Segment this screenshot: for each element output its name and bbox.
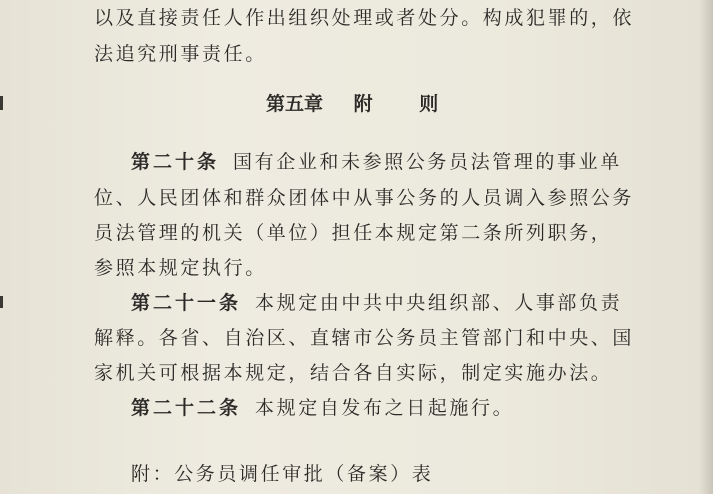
article-21-text-1: 本规定由中共中央组织部、人事部负责: [255, 292, 623, 314]
article-20-line-4: 参照本规定执行。: [94, 257, 267, 279]
page-edge-shadow: [699, 0, 713, 494]
prev-article-line-2: 法追究刑事责任。: [94, 43, 267, 65]
article-21-label: 第二十一条: [131, 292, 242, 314]
article-20-label: 第二十条: [131, 151, 220, 173]
chapter-heading: [266, 92, 438, 116]
attachment-note: 附：公务员调任审批（备案）表: [131, 463, 434, 485]
chapter-title-part-1: 附: [353, 93, 373, 115]
article-20-line-2: 位、人民团体和群众团体中从事公务的人员调入参照公务: [94, 187, 635, 209]
chapter-number: 第五章: [266, 93, 324, 115]
chapter-title-part-2: 则: [419, 93, 439, 115]
article-22-label: 第二十二条: [131, 397, 242, 419]
article-20-text-1: 国有企业和未参照公务员法管理的事业单: [233, 151, 622, 173]
article-22-line-1: [131, 396, 514, 420]
article-22-text-1: 本规定自发布之日起施行。: [255, 397, 515, 419]
article-20-line-3: 员法管理的机关（单位）担任本规定第二条所列职务，: [94, 222, 613, 244]
margin-mark: [0, 296, 3, 308]
article-21-line-1: [131, 291, 622, 315]
article-21-line-2: 解释。各省、自治区、直辖市公务员主管部门和中央、国: [94, 327, 635, 349]
prev-article-line-1: 以及直接责任人作出组织处理或者处分。构成犯罪的，依: [94, 7, 635, 29]
margin-mark: [0, 96, 3, 110]
article-20-line-1: [131, 150, 622, 174]
article-21-line-3: 家机关可根据本规定，结合各自实际，制定实施办法。: [94, 362, 613, 384]
